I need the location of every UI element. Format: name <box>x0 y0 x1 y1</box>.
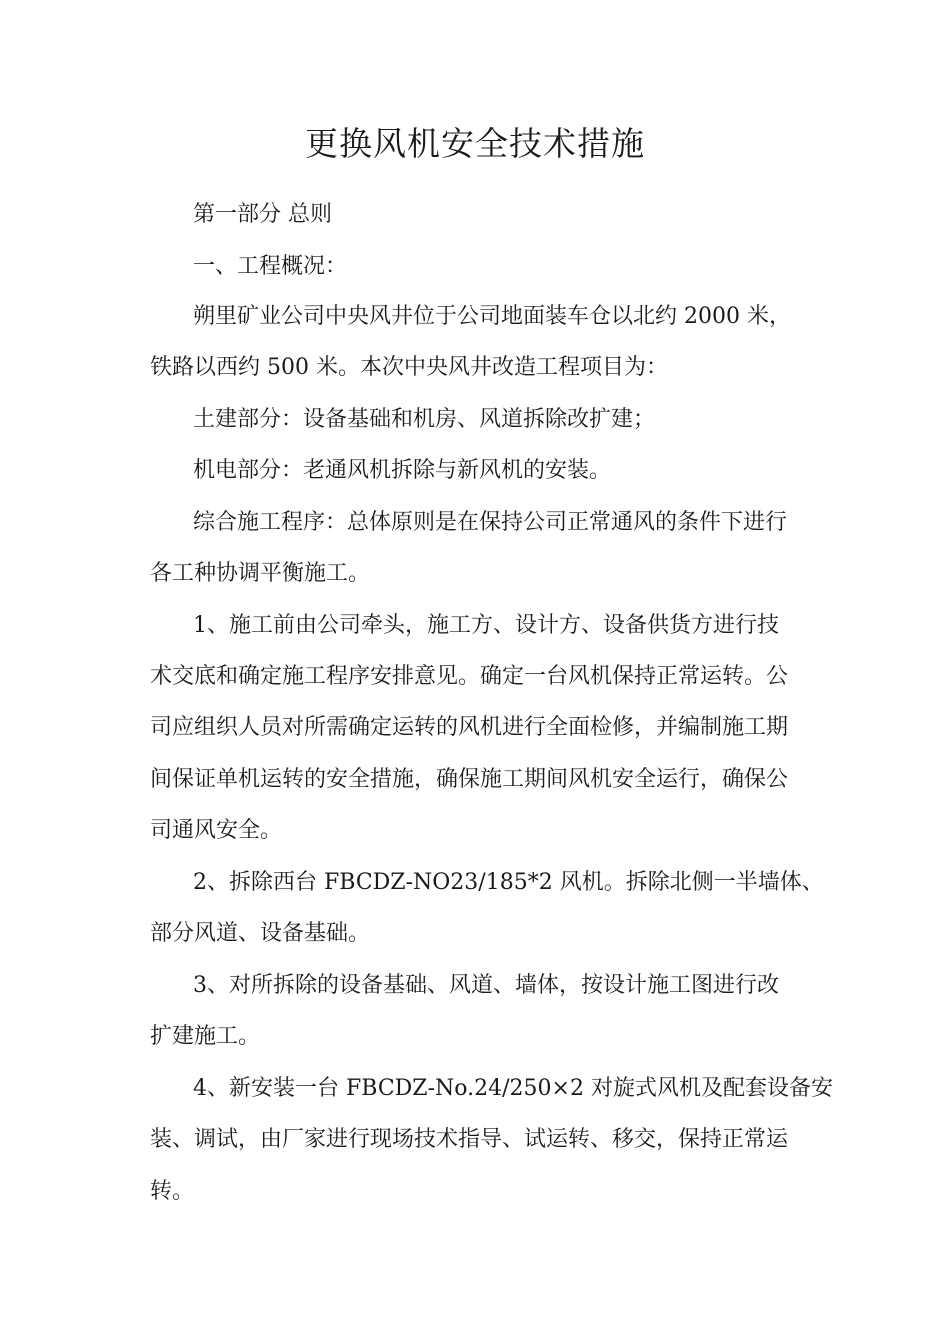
paragraph-line: 2、拆除西台 FBCDZ-NO23/185*2 风机。拆除北侧一半墙体、 <box>193 870 824 895</box>
subsection-heading: 一、工程概况： <box>193 254 348 279</box>
paragraph-line: 部分风道、设备基础。 <box>150 921 371 946</box>
paragraph-line: 土建部分：设备基础和机房、风道拆除改扩建； <box>193 407 656 432</box>
paragraph-line: 术交底和确定施工程序安排意见。确定一台风机保持正常运转。公 <box>150 664 789 689</box>
paragraph-line: 转。 <box>150 1179 195 1204</box>
paragraph-line: 3、对所拆除的设备基础、风道、墙体，按设计施工图进行改 <box>193 973 779 998</box>
document-title: 更换风机安全技术措施 <box>305 124 645 163</box>
paragraph-line: 朔里矿业公司中央风井位于公司地面装车仓以北约 2000 米， <box>193 304 791 329</box>
paragraph-line: 各工种协调平衡施工。 <box>150 561 371 586</box>
paragraph-line: 装、调试，由厂家进行现场技术指导、试运转、移交，保持正常运 <box>150 1127 789 1152</box>
paragraph-line: 司通风安全。 <box>150 818 283 843</box>
paragraph-line: 综合施工程序：总体原则是在保持公司正常通风的条件下进行 <box>193 510 788 535</box>
paragraph-line: 4、新安装一台 FBCDZ-No.24/250×2 对旋式风机及配套设备安 <box>193 1076 833 1101</box>
section-heading: 第一部分 总则 <box>193 202 332 227</box>
paragraph-line: 间保证单机运转的安全措施，确保施工期间风机安全运行，确保公 <box>150 767 789 792</box>
paragraph-line: 机电部分：老通风机拆除与新风机的安装。 <box>193 458 612 483</box>
paragraph-line: 扩建施工。 <box>150 1024 261 1049</box>
paragraph-line: 1、施工前由公司牵头，施工方、设计方、设备供货方进行技 <box>193 613 779 638</box>
paragraph-line: 司应组织人员对所需确定运转的风机进行全面检修，并编制施工期 <box>150 715 789 740</box>
paragraph-line: 铁路以西约 500 米。本次中央风井改造工程项目为： <box>150 355 668 380</box>
